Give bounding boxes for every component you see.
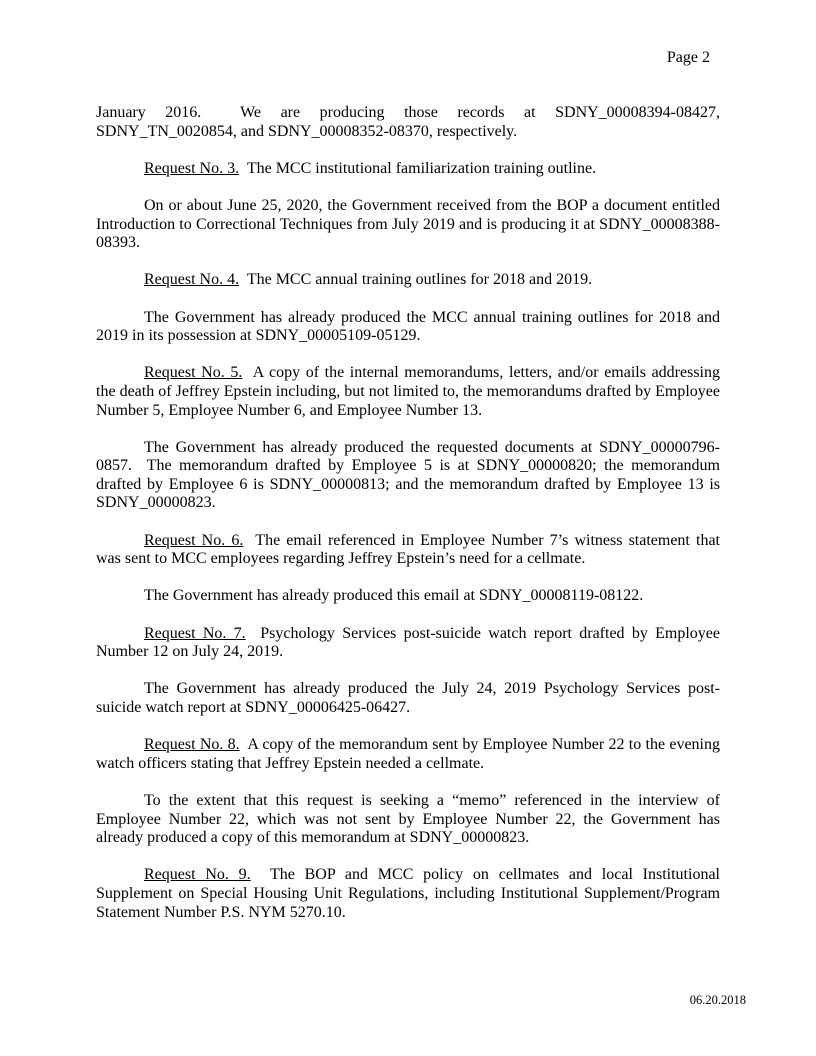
- paragraph: [96, 438, 724, 513]
- paragraph: [96, 104, 724, 141]
- document-body: [96, 104, 725, 941]
- paragraph: [96, 736, 724, 773]
- paragraph: [96, 531, 724, 569]
- footer-date: 06.20.2018: [689, 993, 746, 1007]
- request-label: Request No. 3.: [144, 159, 240, 177]
- paragraph-text: January 2016. We are producing those records at SDNY_00008394-08427, SDNY_TN_0020854, and SDNY_00008352-08370, respectively.: [96, 104, 724, 140]
- paragraph-text: To the extent that this request is seeking a “memo” referenced in the interview of Employee Number 22, which was not sent by Employee Number 22, the Government has already produced a copy of this memorandum at SDNY_00000823.: [96, 791, 724, 847]
- paragraph-text: The Government has already produced the requested documents at SDNY_00000796-0857. The memorandum drafted by Employee 5 is at SDNY_00000820; the memorandum drafted by Employee 6 is SDNY_00000813; and the memorandum drafted by Employee 13 is SDNY_00000823.: [96, 438, 724, 512]
- paragraph: [96, 680, 720, 717]
- paragraph: [96, 587, 720, 606]
- request-label: Request No. 5.: [144, 364, 243, 382]
- paragraph: [96, 866, 724, 922]
- paragraph: [96, 364, 725, 420]
- request-label: Request No. 8.: [144, 736, 240, 754]
- request-label: Request No. 9.: [144, 866, 251, 884]
- paragraph-text: Psychology Services post-suicide watch report drafted by Employee Number 12 on July 24, 2019.: [96, 624, 724, 661]
- paragraph-text: The Government has already produced the July 24, 2019 Psychology Services post-suicide watch report at SDNY_00006425-06427.: [96, 680, 720, 716]
- page-number: Page 2: [666, 49, 710, 66]
- paragraph-text: The email referenced in Employee Number 7’s witness statement that was sent to MCC employees regarding Jeffrey Epstein’s need for a cellmate.: [96, 531, 724, 568]
- paragraph-text: The MCC institutional familiarization training outline.: [239, 159, 597, 177]
- paragraph: [96, 308, 724, 346]
- request-label: Request No. 4.: [144, 271, 240, 289]
- paragraph: [96, 160, 720, 179]
- paragraph-text: On or about June 25, 2020, the Government received from the BOP a document entitled Introduction to Correctional Techniques from July 2019 and is producing it at SDNY_00008388-08393.: [96, 196, 724, 252]
- paragraph-text: The MCC annual training outlines for 2018 and 2019.: [239, 271, 593, 289]
- paragraph: [96, 271, 720, 290]
- request-label: Request No. 7.: [144, 624, 246, 642]
- paragraph: [96, 196, 724, 253]
- paragraph: [96, 624, 724, 662]
- paragraph-text: A copy of the memorandum sent by Employee Number 22 to the evening watch officers stating that Jeffrey Epstein needed a cellmate.: [96, 736, 724, 772]
- paragraph: [96, 791, 724, 848]
- paragraph-text: The Government has already produced this email at SDNY_00008119-08122.: [144, 587, 644, 605]
- paragraph-text: The BOP and MCC policy on cellmates and local Institutional Supplement on Special Housing Unit Regulations, including Institutional Supplement/Program Statement Number P.S. NYM 5270.10.: [96, 866, 724, 921]
- paragraph-text: The Government has already produced the MCC annual training outlines for 2018 and 2019 in its possession at SDNY_00005109-05129.: [96, 308, 724, 345]
- paragraph-text: A copy of the internal memorandums, letters, and/or emails addressing the death of Jeffrey Epstein including, but not limited to, the memorandums drafted by Employee Number 5, Employee Number 6, and Employee Number 13.: [96, 364, 725, 419]
- request-label: Request No. 6.: [144, 531, 244, 549]
